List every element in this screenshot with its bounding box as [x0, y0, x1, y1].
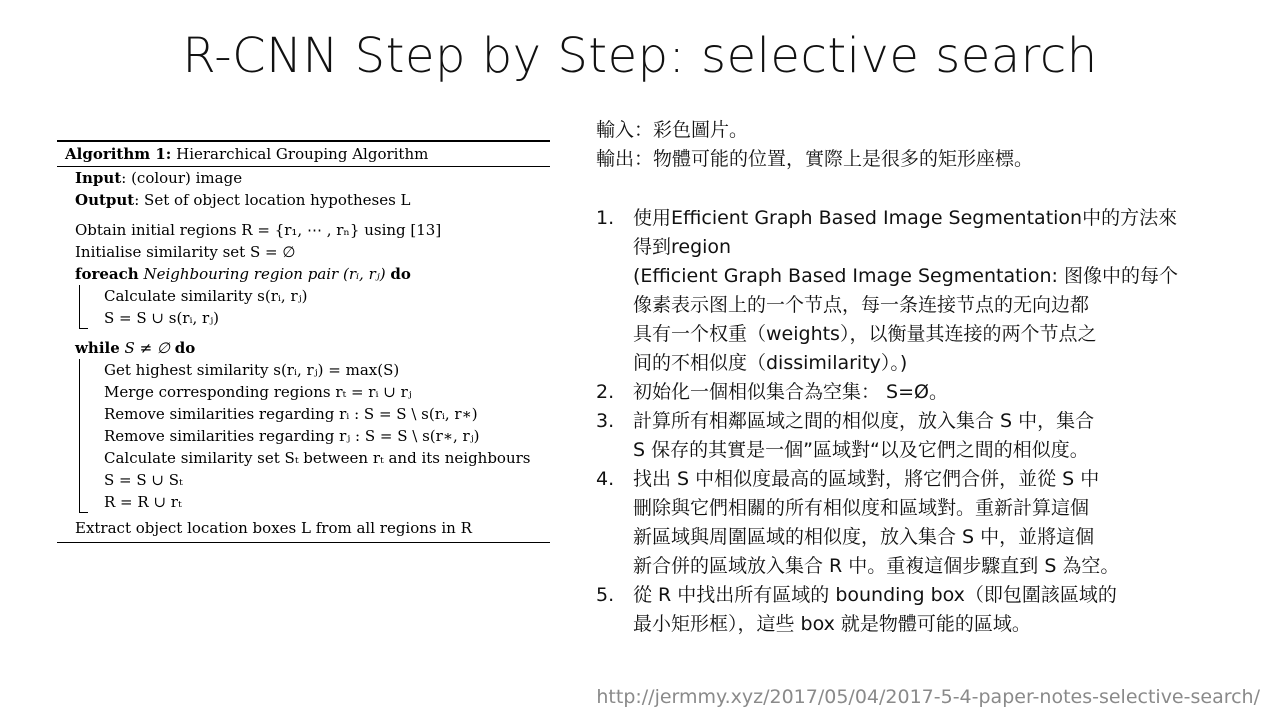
algorithm-header-label: Algorithm 1:	[65, 145, 172, 163]
step-line: 找出 S 中相似度最高的區域對，將它們合併，並從 S 中	[633, 468, 1100, 490]
step-line: 像素表示图上的一个节点，每一条连接节点的无向边都	[633, 294, 1090, 316]
while-line	[57, 337, 550, 359]
step-item	[596, 465, 1246, 581]
output-text: : Set of object location hypotheses L	[134, 191, 411, 209]
description-panel	[596, 116, 1246, 639]
input-description: 輸入：彩色圖片。	[596, 119, 749, 141]
step-line: 具有一个权重（weights），以衡量其连接的两个节点之	[633, 323, 1097, 345]
step-item	[596, 378, 1246, 407]
foreach-keyword: foreach	[75, 265, 139, 283]
output-description: 輸出：物體可能的位置，實際上是很多的矩形座標。	[596, 148, 1034, 170]
output-line	[57, 189, 550, 211]
step-line: (Efficient Graph Based Image Segmentation: 图像中的每个	[633, 265, 1178, 287]
slide-title: R-CNN Step by Step: selective search	[182, 28, 1098, 84]
step-line: 使用Efficient Graph Based Image Segmentation中的方法來	[633, 207, 1178, 229]
foreach-text: Neighbouring region pair (rᵢ, rⱼ)	[143, 265, 386, 283]
input-line	[57, 167, 550, 189]
bottom-rule	[57, 542, 550, 543]
while-body-line: Remove similarities regarding rᵢ : S = S \ s(rᵢ, r∗)	[104, 405, 478, 423]
do-keyword: do	[174, 339, 196, 357]
while-body-line: R = R ∪ rₜ	[104, 493, 182, 511]
step-item	[596, 407, 1246, 465]
algorithm-box	[57, 140, 550, 543]
step-line: 得到region	[633, 236, 732, 258]
step-line: 新合併的區域放入集合 R 中。重複這個步驟直到 S 為空。	[633, 555, 1120, 577]
foreach-body	[79, 285, 550, 329]
source-url: http://jermmy.xyz/2017/05/04/2017-5-4-paper-notes-selective-search/	[596, 686, 1260, 708]
step-line: S 保存的其實是一個”區域對“以及它們之間的相似度。	[633, 439, 1089, 461]
input-label: Input	[75, 169, 122, 187]
while-body-line: Merge corresponding regions rₜ = rᵢ ∪ rⱼ	[104, 383, 412, 401]
step-line: 刪除與它們相關的所有相似度和區域對。重新計算這個	[633, 497, 1090, 519]
while-body-line: Remove similarities regarding rⱼ : S = S \ s(r∗, rⱼ)	[104, 427, 480, 445]
step-number: 1.	[596, 207, 615, 229]
steps-list	[596, 204, 1246, 639]
foreach-body-line: S = S ∪ s(rᵢ, rⱼ)	[104, 309, 220, 327]
while-body-line: S = S ∪ Sₜ	[104, 471, 183, 489]
foreach-body-line: Calculate similarity s(rᵢ, rⱼ)	[104, 287, 308, 305]
algorithm-header-text: Hierarchical Grouping Algorithm	[176, 145, 429, 163]
step-line: 最小矩形框），這些 box 就是物體可能的區域。	[633, 613, 1031, 635]
step-line: 從 R 中找出所有區域的 bounding box（即包圍該區域的	[633, 584, 1117, 606]
while-body	[79, 359, 550, 513]
foreach-line	[57, 263, 550, 285]
do-keyword: do	[390, 265, 411, 283]
init-line: Initialise similarity set S = ∅	[75, 243, 296, 261]
algorithm-header	[57, 142, 550, 166]
obtain-line: Obtain initial regions R = {r₁, ⋯ , rₙ} using [13]	[75, 221, 442, 239]
while-body-line: Get highest similarity s(rᵢ, rⱼ) = max(S)	[104, 361, 400, 379]
step-item	[596, 581, 1246, 639]
while-keyword: while	[75, 339, 120, 357]
step-number: 3.	[596, 410, 615, 432]
step-number: 5.	[596, 584, 615, 606]
step-item	[596, 204, 1246, 378]
step-number: 4.	[596, 468, 615, 490]
while-condition: S ≠ ∅	[124, 339, 170, 357]
step-line: 新區域與周圍區域的相似度，放入集合 S 中，並將這個	[633, 526, 1095, 548]
step-line: 初始化一個相似集合為空集： S=Ø。	[633, 381, 948, 403]
input-text: : (colour) image	[121, 169, 243, 187]
while-body-line: Calculate similarity set Sₜ between rₜ and its neighbours	[104, 449, 531, 467]
step-line: 间的不相似度（dissimilarity）。)	[633, 352, 908, 374]
step-line: 計算所有相鄰區域之間的相似度，放入集合 S 中，集合	[633, 410, 1095, 432]
output-label: Output	[75, 191, 135, 209]
step-number: 2.	[596, 381, 615, 403]
extract-line: Extract object location boxes L from all regions in R	[75, 519, 472, 537]
